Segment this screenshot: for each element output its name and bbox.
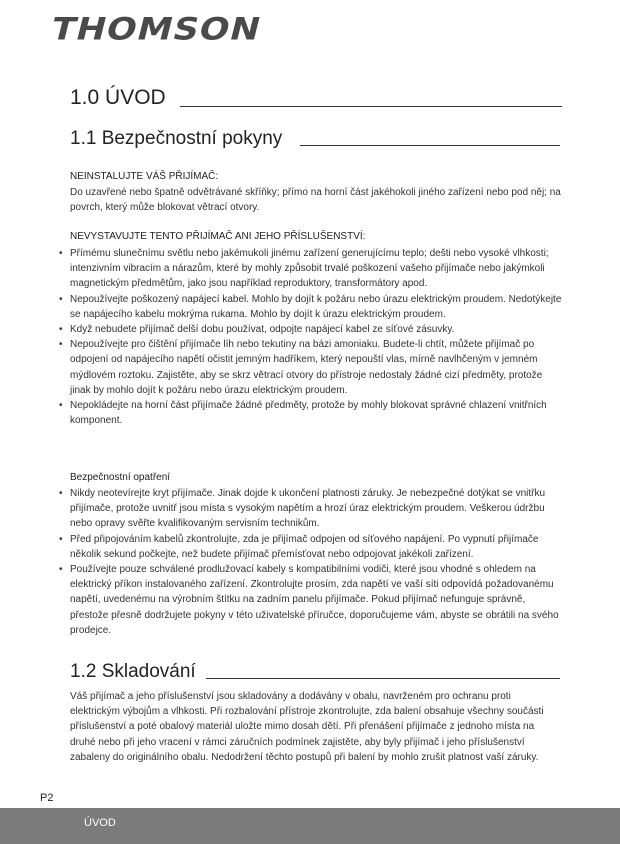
list-item: • Nepoužívejte poškozený napájecí kabel. Mohlo by dojít k požáru nebo úrazu elektrickým proudem. Nedotýkejte se napájecího kabelu mokrýma rukama. Mohlo by dojít k úrazu elektrickým proudem. — [70, 292, 562, 322]
list-item: • Nepoužívejte pro čištění přijímače líh nebo tekutiny na bázi amoniaku. Budete-li chtít, můžete přijímač po odpojení od napájecího napětí očistit jemným hadříkem, který nepouští vlas, mírně navlhčeným v jemném mýdlovém roztoku. Zajistěte, aby se skrz větrací otvory do přístroje nedostaly žádné cizí předměty, protože jinak by mohlo dojít k požáru nebo úrazu elektrickým proudem. — [70, 337, 562, 398]
storage-heading — [70, 661, 560, 683]
page-number: P2 — [40, 792, 54, 804]
footer-bar — [0, 808, 620, 844]
chapter-title: 1.0 ÚVOD — [70, 86, 166, 109]
list-item: • Přímému slunečnímu světlu nebo jakémukoli jinému zařízení generujícímu teplo; dešti nebo vysoké vlhkosti; intenzivním vibracím a nárazům, které by mohly způsobit trvalé poškození vašeho přijímače nebo jakýmkoli magnetickým předmětům, jako jsou například reproduktory, transformátory apod. — [70, 246, 562, 292]
precautions-title: Bezpečnostní opatření — [70, 472, 171, 483]
precautions-list — [70, 486, 562, 638]
expose-list — [70, 246, 562, 428]
list-item: • Nikdy neotevírejte kryt přijímače. Jinak dojde k ukončení platnosti záruky. Je nebezpečné dotýkat se vnitřku přijímače, protože uvnitř jsou místa s vysokým napětím a hrozí úraz elektrickým proudem. Veškerou údržbu nebo opravy svěřte kvalifikovaným servisním technikům. — [70, 486, 562, 532]
list-item: • Když nebudete přijímač delší dobu používat, odpojte napájecí kabel ze síťové zásuvky. — [70, 322, 562, 337]
install-title: NEINSTALUJTE VÁŠ PŘIJÍMAČ: — [70, 171, 219, 182]
storage-title: 1.2 Skladování — [70, 661, 196, 682]
footer-section-label: ÚVOD — [84, 817, 116, 829]
safety-title: 1.1 Bezpečnostní pokyny — [70, 128, 283, 149]
safety-heading — [70, 128, 560, 150]
heading-rule — [206, 678, 560, 679]
list-item: • Před připojováním kabelů zkontrolujte, zda je přijímač odpojen od síťového napájení. Po vypnutí přijímače několik sekund počkejte, než budete přijímač přemísťovat nebo odpojovat jakékoli zařízení. — [70, 532, 562, 562]
list-item: • Používejte pouze schválené prodlužovací kabely s kompatibilními vodiči, které jsou vhodné s ohledem na elektrický příkon instalovaného zařízení. Zkontrolujte prosím, zda napětí ve vaší síti odpovídá požadovanému napětí, uvedenému na výrobním štítku na zadním panelu přijímače. Pokud přijímač nefunguje správně, přestože přesně dodržujete pokyny v této uživatelské příručce, doporučujeme vám, abyste se obrátili na svého prodejce. — [70, 562, 562, 638]
install-paragraph: Do uzavřené nebo špatně odvětrávané skříňky; přímo na horní část jakéhokoli jiného zařízení nebo pod něj; na povrch, který může blokovat větrací otvory. — [70, 187, 561, 214]
thomson-logo: THOMSON — [47, 12, 266, 48]
heading-rule — [180, 106, 562, 107]
expose-title: NEVYSTAVUJTE TENTO PŘIJÍMAČ ANI JEHO PŘÍSLUŠENSTVÍ: — [70, 231, 366, 242]
chapter-heading — [70, 86, 562, 110]
list-item: • Nepokládejte na horní část přijímače žádné předměty, protože by mohly blokovat správné chlazení vnitřních komponent. — [70, 398, 562, 428]
heading-rule — [300, 145, 560, 146]
storage-paragraph: Váš přijímač a jeho příslušenství jsou skladovány a dodávány v obalu, navrženém pro ochranu proti elektrickým výbojům a vlhkosti. Při rozbalování přístroje zkontrolujte, zda balení obsahuje všechny součásti příslušenství a poté obalový materiál uložte mimo dosah dětí. Při přenášení přijímače z jednoho místa na druhé nebo při jeho vracení v rámci záručních podmínek zajistěte, aby byly přijímač i jeho příslušenství zabaleny do originálního obalu. Nedodržení těchto postupů při balení by mohlo zrušit platnost vaší záruky. — [70, 691, 544, 763]
